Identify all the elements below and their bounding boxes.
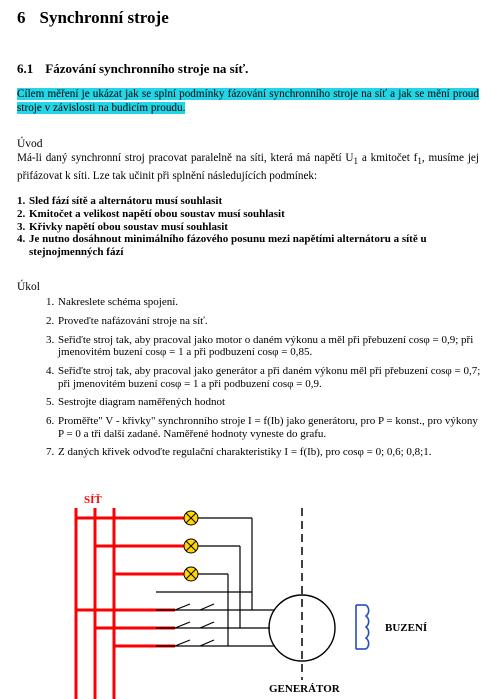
condition-item: 4. Je nutno dosáhnout minimálního fázového posunu mezi napětími alternátoru a sítě u stejnojmenných fází (17, 233, 427, 259)
task-heading: Úkol (17, 281, 40, 293)
condition-item: 1. Sled fází sítě a alternátoru musí souhlasit (17, 195, 223, 207)
excitation-label: BUZENÍ (385, 622, 428, 634)
task-item: 2. Proveďte nafázování stroje na síť. (46, 314, 208, 327)
lamp-icon (184, 539, 198, 553)
condition-item: 3. Křivky napětí obou soustav musí souhlasit (17, 220, 228, 233)
chapter-number: 6 (17, 8, 26, 27)
lamp-icon (184, 567, 198, 581)
task-item: 3. Seřiďte stroj tak, aby pracoval jako motor o daném výkonu a měl při přebuzení cosφ = 0,9; při jmenovitém buzení cosφ = 1 a při podbuzení cosφ = 0,85. (46, 333, 474, 359)
chapter-heading (17, 8, 169, 28)
task-list (46, 296, 482, 465)
lamp-icon (184, 511, 198, 525)
excitation-winding (356, 605, 369, 649)
intro-heading: Úvod (17, 138, 43, 150)
chapter-title: Synchronní stroje (39, 8, 169, 27)
task-item: 6. Proměřte" V - křivky" synchronního stroje I = f(Ib) jako generátoru, pro P = konst., pro výkony P = 0 a tři další zadané. Naměřené hodnoty vyneste do grafu. (46, 415, 478, 440)
generator-label: GENERÁTOR (269, 683, 340, 695)
task-item: 5. Sestrojte diagram naměřených hodnot (46, 396, 226, 409)
grid-label: SÍŤ (84, 494, 102, 506)
task-item: 7. Z daných křivek odvoďte regulační charakteristiky I = f(Ib), pro cosφ = 0; 0,6; 0,8;1. (46, 446, 432, 459)
section-number: 6.1 (17, 61, 34, 76)
intro-paragraph: Má-li daný synchronní stroj pracovat paralelně na síti, která má napětí $U_1$ a kmitočet $f_1$, musíme jej přifázovat k síti. Lze tak učinit při splnění následujících podmínek: (17, 152, 480, 182)
conditions-list (17, 195, 487, 259)
task-item: 4. Seřiďte stroj tak, aby pracoval jako generátor a při daném výkonu měl při přebuzení cosφ = 0,7; při jmenovitém buzení cosφ = 1 a při podbuzení cosφ = 0,9. (46, 364, 481, 390)
task-item: 1. Nakreslete schéma spojení. (46, 296, 179, 308)
condition-item: 2. Kmitočet a velikost napětí obou soustav musí souhlasit (17, 207, 285, 220)
goal-highlighted-text: Cílem měření je ukázat jak se splní podmínky fázování synchronního stroje na síť a jak se mění proud stroje v závislosti na budicím proudu. (17, 88, 479, 114)
grid-busbars (76, 508, 184, 699)
wiring-diagram (0, 480, 502, 699)
section-heading (17, 61, 248, 77)
phasing-lamps (184, 511, 198, 581)
section-title: Fázování synchronního stroje na síť. (45, 61, 249, 76)
goal-paragraph (17, 87, 479, 115)
